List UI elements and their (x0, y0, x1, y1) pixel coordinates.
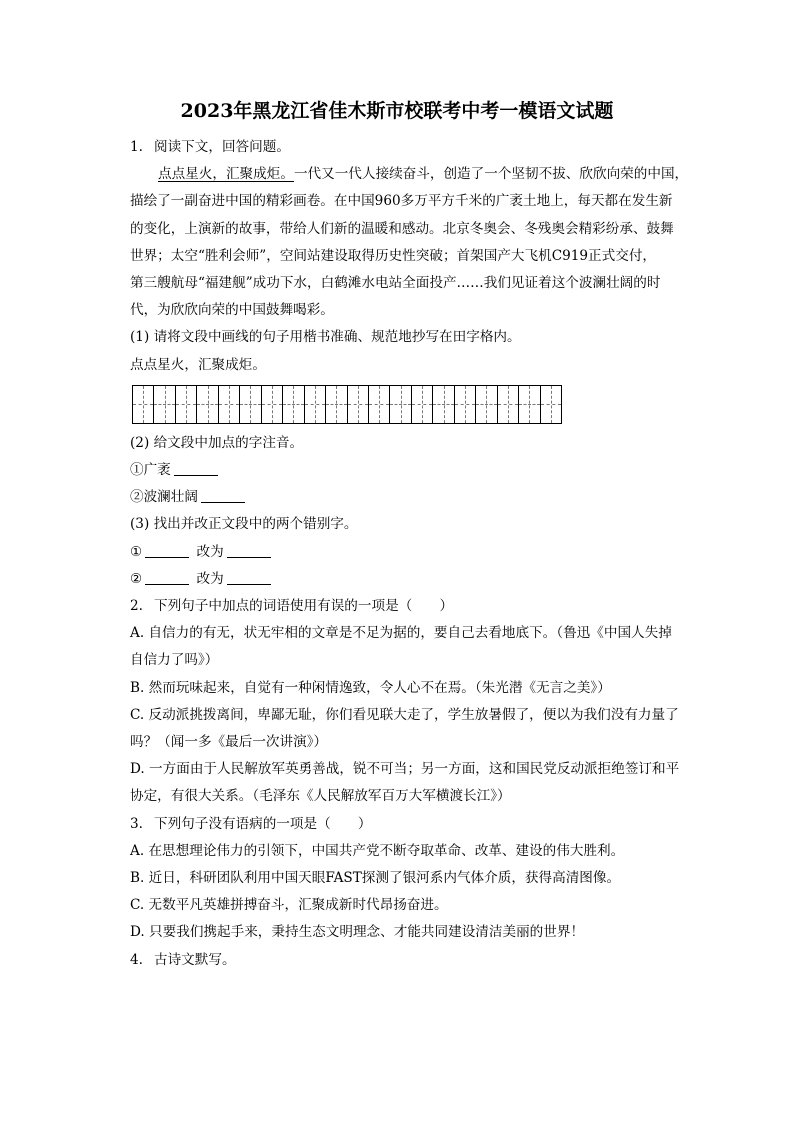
q3-option-d: D. 只要我们携起手来，秉持生态文明理念、才能共同建设清洁美丽的世界！ (130, 924, 585, 941)
q1-prompt: 阅读下文，回答问题。 (154, 139, 290, 155)
grid-cell[interactable] (390, 386, 411, 423)
grid-cell[interactable] (433, 386, 454, 423)
q3-heading (130, 811, 698, 838)
grid-cell[interactable] (219, 386, 240, 423)
q3-option-b: B. 近日，科研团队利用中国天眼FAST探测了银河系内气体介质，获得高清图像。 (130, 870, 621, 887)
grid-cell[interactable] (455, 386, 476, 423)
tian-zi-grid[interactable] (132, 385, 562, 424)
grid-cell[interactable] (283, 386, 304, 423)
answer-blank[interactable] (227, 583, 271, 585)
q2-option-b: B. 然而玩味起来，自觉有一种闲情逸致，令人心不在焉。（朱光潜《无言之美》） (130, 679, 611, 696)
grid-cell[interactable] (262, 386, 283, 423)
q2-prompt: 下列句子中加点的词语使用有误的一项是（ ） (154, 598, 454, 615)
grid-cell[interactable] (476, 386, 497, 423)
grid-cell[interactable] (519, 386, 540, 423)
q1-passage-line-2: 描绘了一副奋进中国的精彩画卷。在中国960多万平方千米的广袤土地上，每天都在发生新 (130, 193, 673, 210)
q1-passage-line-4: 世界；太空“胜利会师”，空间站建设取得历史性突破；首架国产大飞机C919正式交付， (130, 247, 657, 264)
grid-cell[interactable] (348, 386, 369, 423)
grid-cell[interactable] (541, 386, 561, 423)
q4-prompt: 古诗文默写。 (154, 951, 236, 968)
grid-cell[interactable] (305, 386, 326, 423)
q2-number: 2. (130, 598, 143, 615)
answer-blank[interactable] (201, 501, 245, 503)
q1-passage-line-6: 代，为欣欣向荣的中国鼓舞喝彩。 (130, 302, 334, 319)
q1-passage-line-5: 第三艘航母“福建舰”成功下水，白鹤滩水电站全面投产……我们见证着这个波澜壮阔的时 (130, 275, 661, 292)
q1-sub2: (2) 给文段中加点的字注音。 (130, 434, 304, 451)
q1-sub1: (1) 请将文段中画线的句子用楷书准确、规范地抄写在田字格内。 (130, 329, 521, 346)
answer-blank[interactable] (174, 474, 218, 476)
q1-copy-text: 点点星火，汇聚成炬。 (130, 356, 266, 373)
grid-cell[interactable] (326, 386, 347, 423)
answer-blank[interactable] (227, 556, 271, 558)
grid-cell[interactable] (498, 386, 519, 423)
q1-number: 1. (130, 139, 143, 155)
q1-sub3-a: ① 改为 (130, 539, 698, 566)
q3-option-a: A. 在思想理论伟力的引领下，中国共产党不断夺取革命、改革、建设的伟大胜利。 (130, 842, 625, 859)
q1-passage-line-3: 的变化，上演新的故事，带给人们新的温暖和感动。北京冬奥会、冬残奥会精彩纷承、鼓舞 (130, 220, 674, 237)
exam-content (130, 134, 698, 974)
q1-sub3-b: ② 改为 (130, 566, 698, 593)
grid-cell[interactable] (197, 386, 218, 423)
q2-option-a-cont: 自信力了吗》） (130, 652, 219, 669)
q1-heading (130, 134, 698, 161)
grid-cell[interactable] (412, 386, 433, 423)
page-title: 2023年黑龙江省佳木斯市校联考中考一模语文试题 (180, 100, 614, 122)
q1-sub2-a: ①广袤 (130, 457, 698, 484)
grid-cell[interactable] (240, 386, 261, 423)
grid-cell[interactable] (176, 386, 197, 423)
grid-cell[interactable] (369, 386, 390, 423)
q2-heading (130, 593, 698, 620)
q1-passage-line-1: 点点星火，汇聚成炬。一代又一代人接续奋斗，创造了一个坚韧不拔、欣欣向荣的中国， (158, 166, 689, 183)
q1-underlined-sentence: 点点星火，汇聚成炬。 (158, 166, 294, 183)
q4-number: 4. (130, 951, 143, 968)
q4-heading (130, 947, 698, 974)
q2-option-c: C. 反动派挑拨离间，卑鄙无耻，你们看见联大走了，学生放暑假了，便以为我们没有力量了 (130, 706, 679, 723)
q3-prompt: 下列句子没有语病的一项是（ ） (154, 815, 372, 832)
q2-option-d-cont: 协定，有很大关系。（毛泽东《人民解放军百万大军横渡长江》） (130, 788, 511, 805)
q2-option-d: D. 一方面由于人民解放军英勇善战，锐不可当；另一方面，这和国民党反动派拒绝签订和平 (130, 761, 680, 778)
grid-cell[interactable] (133, 386, 154, 423)
q2-option-c-cont: 吗？（闻一多《最后一次讲演》） (130, 734, 328, 751)
q2-option-a: A. 自信力的有无，状无牢相的文章是不足为据的，要自己去看地底下。（鲁迅《中国人失掉 (130, 625, 672, 642)
q1-sub2-b: ②波澜壮阔 (130, 484, 698, 511)
answer-blank[interactable] (145, 583, 189, 585)
q3-option-c: C. 无数平凡英雄拼搏奋斗，汇聚成新时代昂扬奋进。 (130, 897, 448, 914)
grid-cell[interactable] (154, 386, 175, 423)
q3-number: 3. (130, 815, 143, 832)
q1-sub3: (3) 找出并改正文段中的两个错别字。 (130, 516, 358, 533)
answer-blank[interactable] (145, 556, 189, 558)
